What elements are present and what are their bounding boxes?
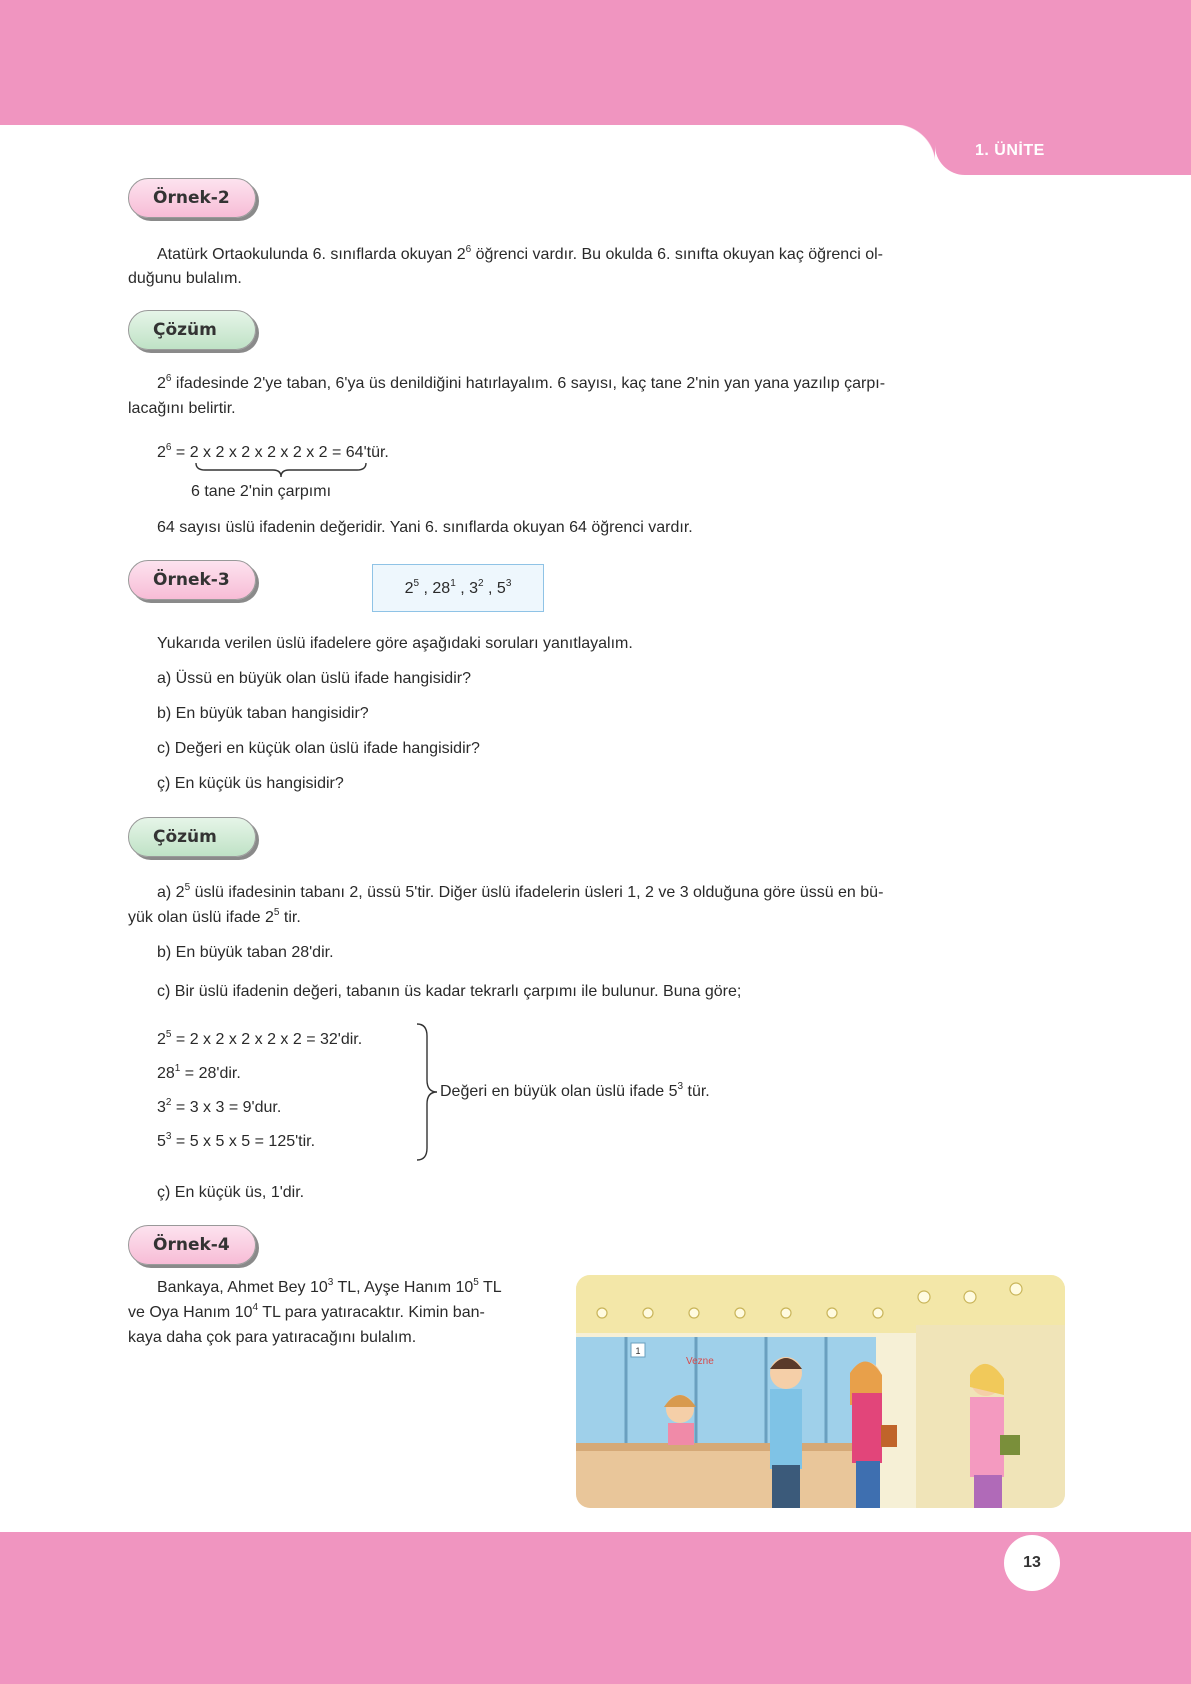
solution-2-line1: $2^6$ ifadesinde 2'ye taban, 6'ya üs denildiğini hatırlayalım. 6 sayısı, kaç tane 2'nin yan yana yazılıp çarpı- [157,372,886,392]
underbrace-icon [195,462,367,478]
example-4-line1: Bankaya, Ahmet Bey $10^3$ TL, Ayşe Hanım $10^5$ TL [157,1276,502,1296]
question-a: a) Üssü en büyük olan üslü ifade hangisidir? [157,670,471,687]
right-curly-brace-icon [415,1022,439,1162]
example-2-badge: Örnek-2 [128,178,256,218]
counter-number: 1 [635,1346,641,1356]
question-cc: ç) En küçük üs hangisidir? [157,775,344,792]
example-2-text-line2: duğunu bulalım. [128,270,242,287]
solution-3-cc: ç) En küçük üs, 1'dir. [157,1184,305,1201]
vezne-sign: Vezne [686,1356,714,1367]
solution-2-line2: lacağını belirtir. [128,400,236,417]
value-row-1: $2^5 = 2$ x 2 x 2 x 2 x 2 = 32'dir. [157,1028,363,1048]
value-row-4: $5^3 = 5$ x 5 x 5 = 125'tir. [157,1130,316,1150]
solution-3-a-line2: yük olan üslü ifade $2^5$ tir. [128,906,301,926]
example-3-intro: Yukarıda verilen üslü ifadelere göre aşağıdaki soruları yanıtlayalım. [157,635,633,652]
example-2-text-line1: Atatürk Ortaokulunda 6. sınıflarda okuyan $2^6$ öğrenci vardır. Bu okulda 6. sınıfta okuyan kaç öğrenci ol- [157,243,883,263]
solution-3-c: c) Bir üslü ifadenin değeri, tabanın üs kadar tekrarlı çarpımı ile bulunur. Buna göre; [157,983,742,1000]
solution-3-badge: Çözüm [128,817,256,857]
solution-3-a-line1: a) $2^5$ üslü ifadesinin tabanı 2, üssü 5'tir. Diğer üslü ifadelerin üsleri 1, 2 ve 3 olduğuna göre üssü en bü- [157,881,884,901]
header-band [0,0,1191,125]
solution-2-conclusion: 64 sayısı üslü ifadenin değeridir. Yani 6. sınıflarda okuyan 64 öğrenci vardır. [157,519,693,536]
bank-illustration [576,1275,1065,1508]
unit-label: 1. ÜNİTE [975,142,1045,159]
value-row-3: $3^2 = 3$ x 3 = 9'dur. [157,1096,282,1116]
underbrace-label: 6 tane 2'nin çarpımı [191,483,332,500]
example-4-line2: ve Oya Hanım $10^4$ TL para yatıracaktır. Kimin ban- [128,1301,485,1321]
example-4-badge: Örnek-4 [128,1225,256,1265]
largest-value-note: Değeri en büyük olan üslü ifade $5^3$ tür. [440,1080,710,1100]
solution-3-b: b) En büyük taban 28'dir. [157,944,334,961]
example-4-line3: kaya daha çok para yatıracağını bulalım. [128,1329,417,1346]
example-3-badge: Örnek-3 [128,560,256,600]
question-b: b) En büyük taban hangisidir? [157,705,369,722]
solution-2-badge: Çözüm [128,310,256,350]
page-number: 13 [1004,1535,1060,1591]
question-c: c) Değeri en küçük olan üslü ifade hangisidir? [157,740,480,757]
expressions-box: $2^5$ , $28^1$ , $3^2$ , $5^3$ [372,564,544,612]
value-row-2: $28^1 = 28'dir$. [157,1062,241,1082]
solution-2-equation: $2^6 = 2$ x 2 x 2 x 2 x 2 x 2 = 64'tür. [157,441,389,461]
unit-tab [935,125,1191,175]
